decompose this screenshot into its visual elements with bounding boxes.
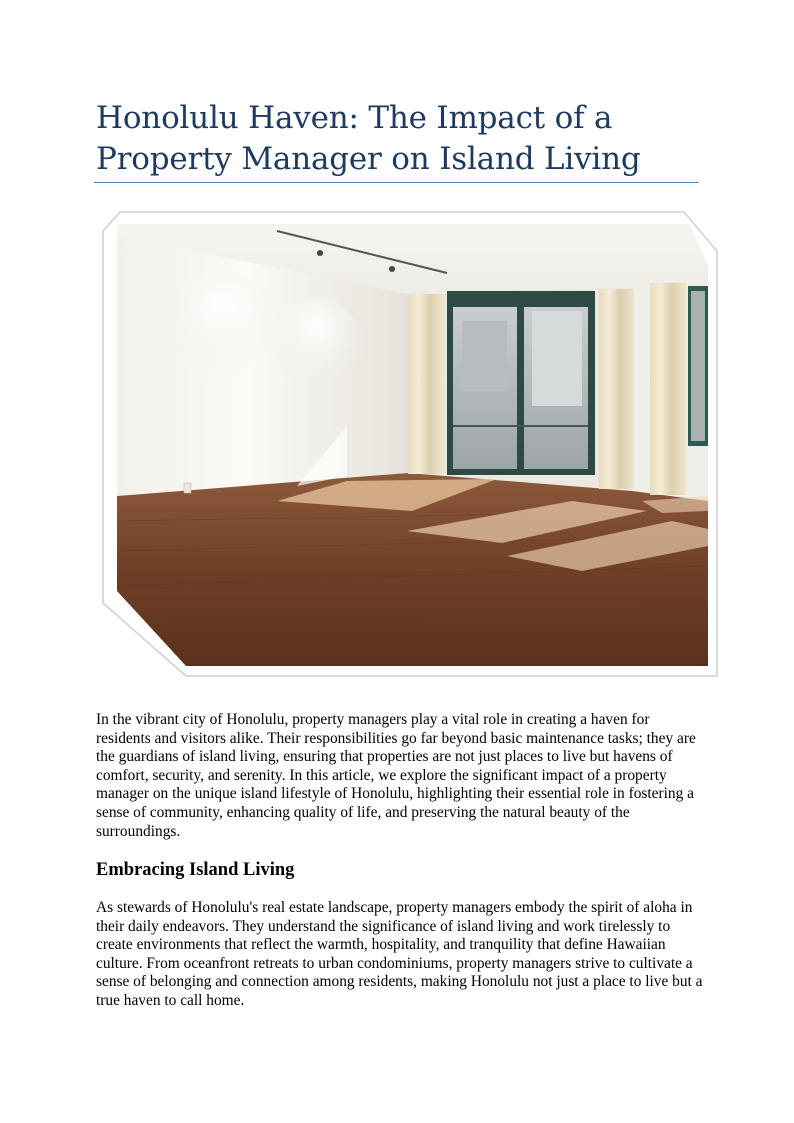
intro-paragraph: In the vibrant city of Honolulu, property managers play a vital role in creating a haven for residents and visitors alike. Their responsibilities go far beyond basic maintenance tasks; they are the guardians of island living, ensuring that properties are not just places to live but havens of comfort, security, and serenity. In this article, we explore the significant impact of a property manager on the unique island lifestyle of Honolulu, highlighting their essential role in fostering a sense of community, enhancing quality of life, and preserving the natural beauty of the surroundings.	[96, 711, 696, 840]
apartment-photo	[102, 211, 718, 677]
section-paragraph: As stewards of Honolulu's real estate landscape, property managers embody the spirit of aloha in their daily endeavors. They understand the significance of island living and work tirelessly to create environments that reflect the warmth, hospitality, and tranquility that define Hawaiian culture. From oceanfront retreats to urban condominiums, property managers strive to cultivate a sense of belonging and connection among residents, making Honolulu not just a place to live but a true haven to call home.	[96, 899, 703, 1009]
empty-apartment-room-illustration	[102, 211, 718, 677]
page-title: Honolulu Haven: The Impact of a Property Manager on Island Living	[96, 100, 641, 177]
title-underline	[94, 182, 699, 183]
section-heading: Embracing Island Living	[96, 860, 295, 880]
